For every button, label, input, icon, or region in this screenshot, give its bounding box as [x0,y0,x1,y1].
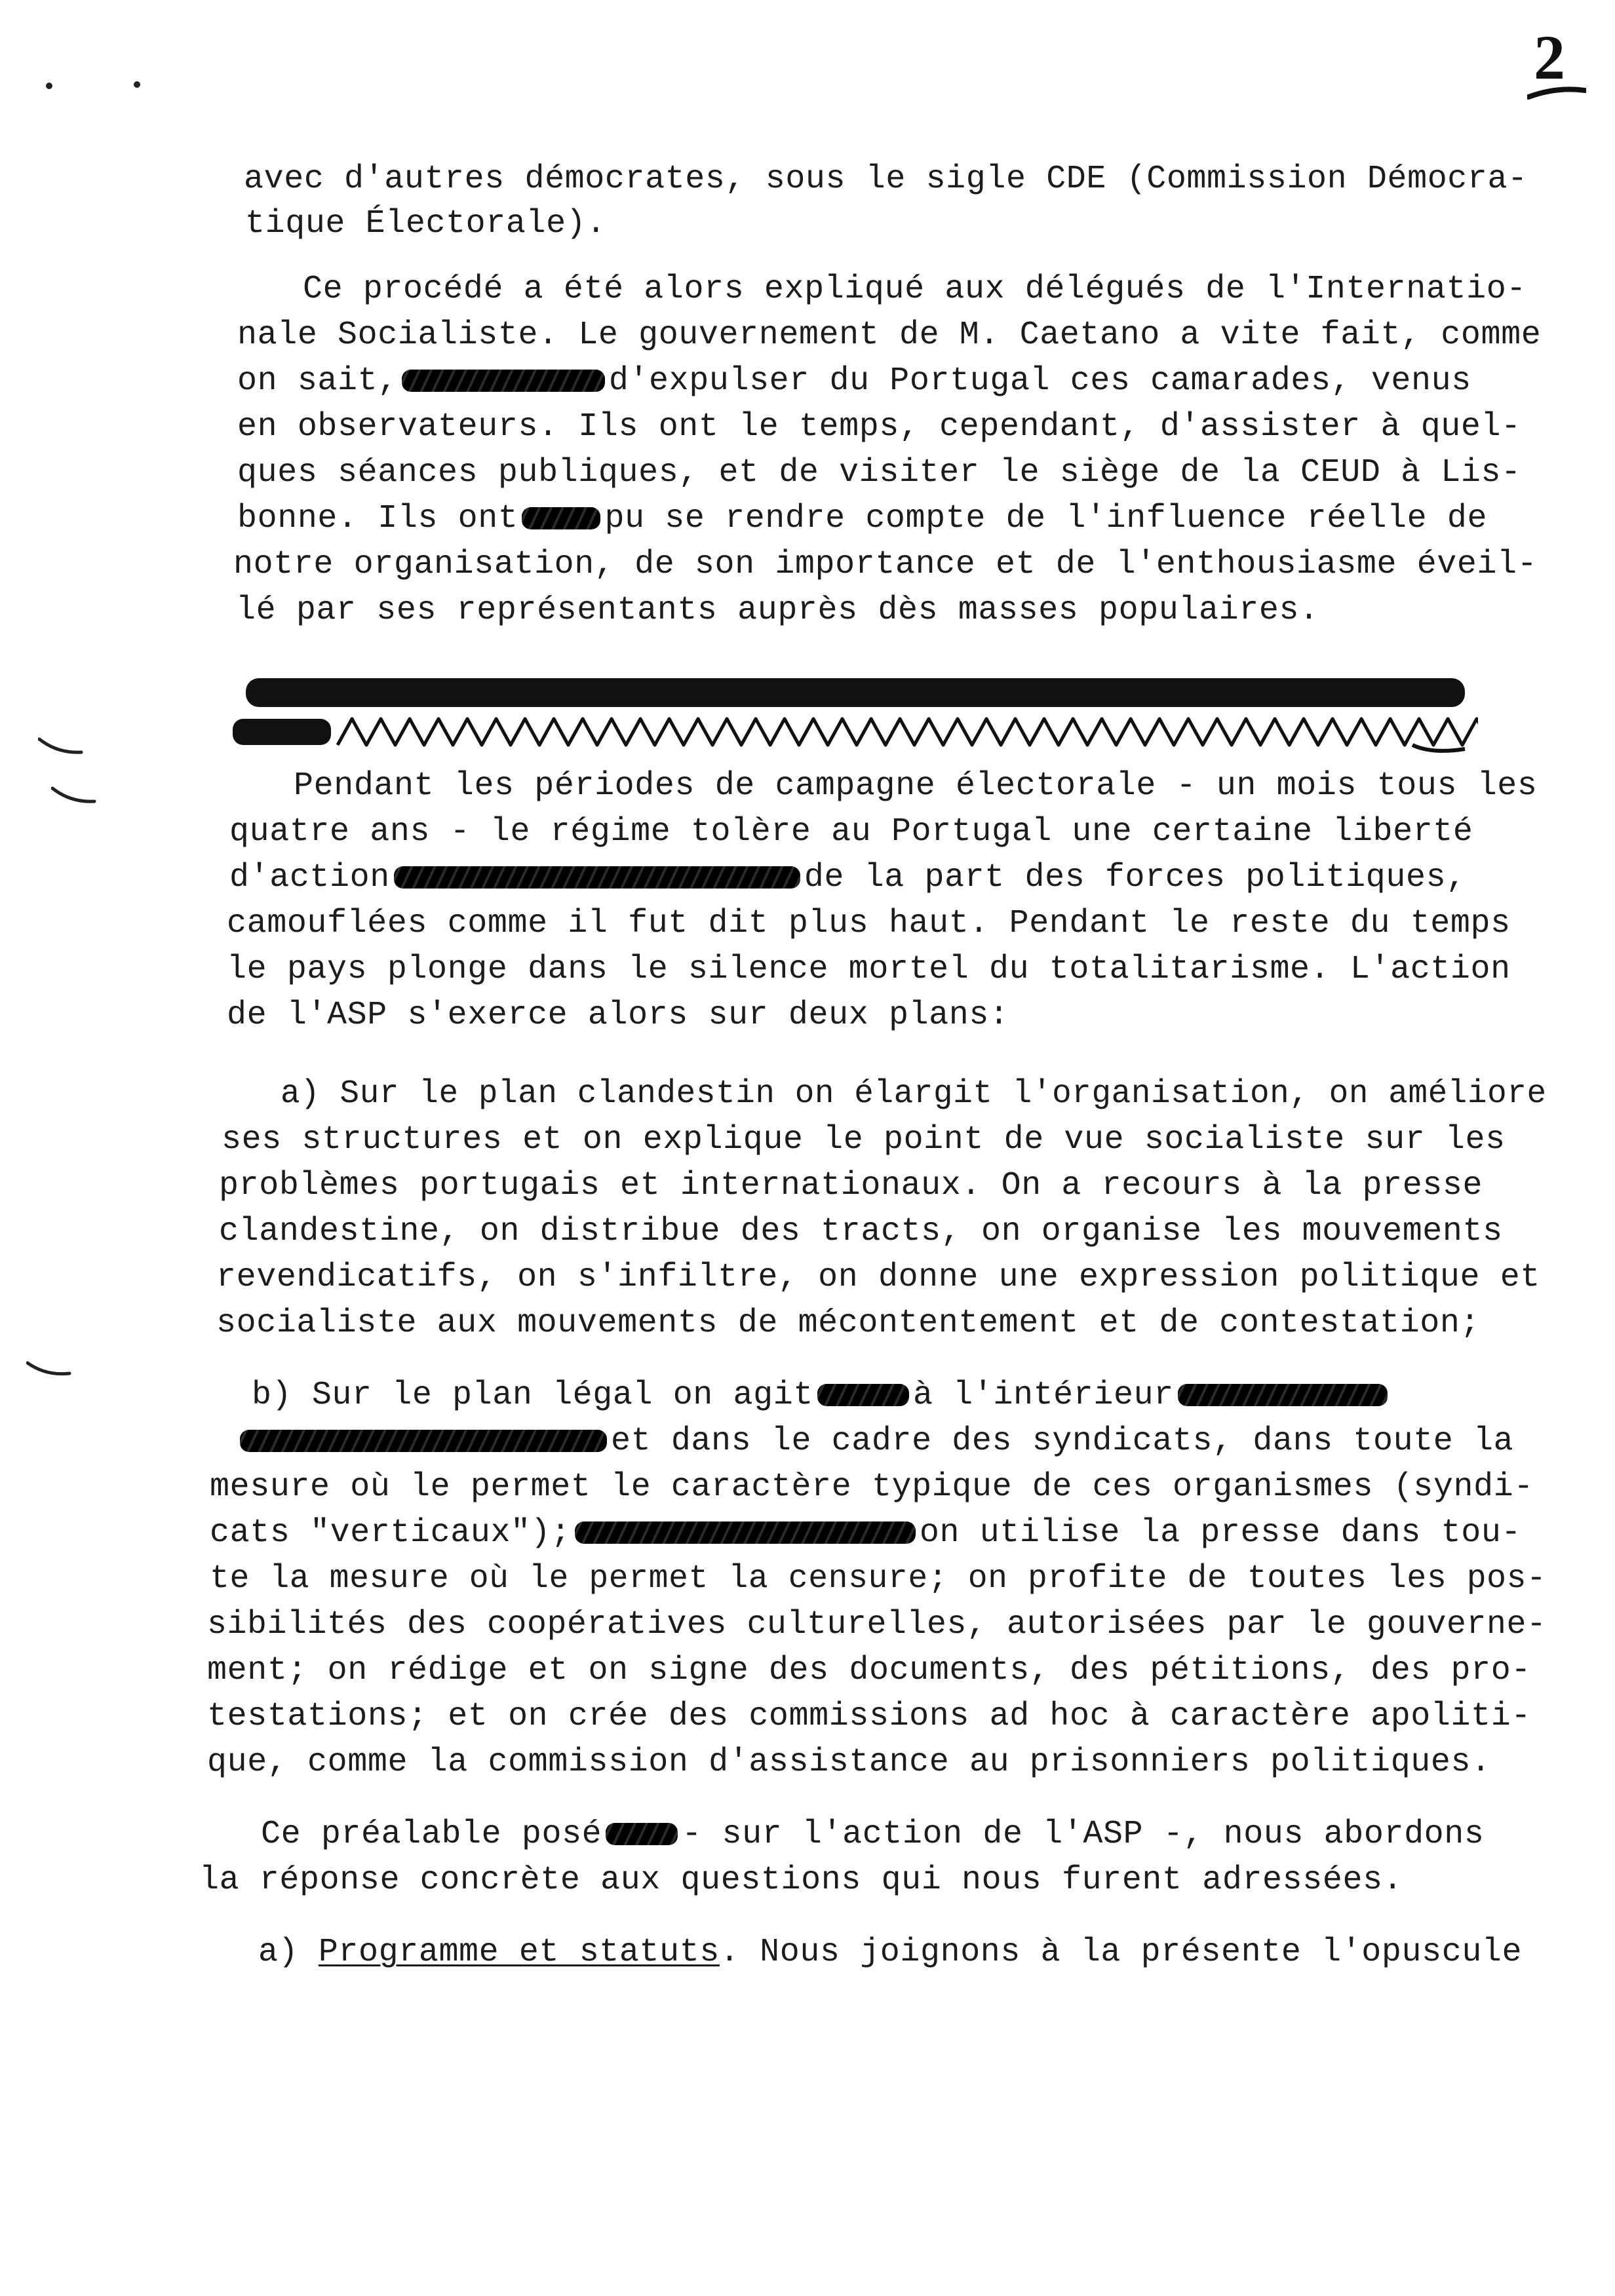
text-fragment: on utilise la presse dans tou- [919,1514,1522,1552]
redaction-mark [817,1384,909,1406]
text-line [237,362,1471,401]
margin-mark [38,734,84,760]
text-line: ses structures et on explique le point de vue socialiste sur les [222,1121,1506,1158]
text-line: tique Électorale). [245,205,606,242]
text-line [252,1376,1391,1415]
text-fragment: pu se rendre compte de l'influence réelle de [604,500,1488,537]
text-line [229,858,1466,898]
text-fragment: d'expulser du Portugal ces camarades, venus [608,362,1471,400]
text-line: le pays plonge dans le silence mortel du totalitarisme. L'action [227,951,1511,988]
text-line: camouflées comme il fut dit plus haut. Pendant le reste du temps [227,905,1511,942]
text-line: a) Sur le plan clandestin on élargit l'organisation, on améliore [281,1075,1547,1113]
text-line [237,499,1487,539]
text-line [210,1514,1521,1553]
text-fragment: Ce préalable posé [261,1816,602,1853]
punch-dot [46,83,52,89]
text-line: que, comme la commission d'assistance au prisonniers politiques. [207,1744,1491,1781]
redaction-mark [402,370,605,392]
text-line: problèmes portugais et internationaux. On a recours à la presse [219,1167,1483,1204]
text-line: Ce procédé a été alors expliqué aux délégués de l'Internatio- [303,271,1527,308]
text-line: de l'ASP s'exerce alors sur deux plans: [227,997,1009,1034]
text-line: la réponse concrète aux questions qui nous furent adressées. [199,1862,1403,1899]
section-heading-programme: Programme et statuts [318,1934,720,1971]
text-line: ques séances publiques, et de visiter le siège de la CEUD à Lis- [237,454,1521,491]
text-fragment: on sait, [237,362,398,400]
text-fragment: d'action [229,859,390,896]
text-line: te la mesure où le permet la censure; on profite de toutes les pos- [210,1560,1547,1598]
text-line: Pendant les périodes de campagne électorale - un mois tous les [294,767,1538,805]
text-fragment: a) [258,1934,299,1971]
redaction-mark [606,1823,678,1845]
text-fragment: et dans le cadre des syndicats, dans toute la [611,1423,1514,1460]
margin-mark [26,1356,72,1383]
text-fragment: b) Sur le plan légal on agit [252,1377,813,1414]
margin-mark [51,783,97,809]
scribbled-out-passage [233,672,1478,767]
text-line: sibilités des coopératives culturelles, autorisées par le gouverne- [207,1606,1547,1643]
text-line: lé par ses représentants auprès dès masses populaires. [236,592,1319,629]
redaction-mark [522,507,600,529]
text-fragment: - sur l'action de l'ASP -, nous abordons [682,1816,1485,1853]
text-line: ment; on rédige et on signe des documents, des pétitions, des pro- [207,1652,1531,1689]
text-line: notre organisation, de son importance et de l'enthousiasme éveil- [233,546,1538,583]
redaction-mark [394,866,800,889]
redaction-mark [1178,1384,1388,1406]
text-fragment: à l'intérieur [912,1377,1174,1414]
text-line: mesure où le permet le caractère typique de ces organismes (syndi- [210,1468,1534,1506]
text-fragment: bonne. Ils ont [237,500,518,537]
text-line [261,1815,1485,1854]
text-fragment: de la part des forces politiques, [804,859,1466,896]
text-line [236,1422,1513,1461]
redaction-mark [575,1521,916,1544]
text-line [258,1933,1522,1972]
text-line: testations; et on crée des commissions ad hoc à caractère apoliti- [207,1698,1531,1735]
text-fragment: cats "verticaux"); [210,1514,571,1552]
text-line: avec d'autres démocrates, sous le sigle CDE (Commission Démocra- [244,161,1528,198]
punch-dot [134,81,140,88]
redaction-mark [240,1430,607,1452]
page-number-underline [1527,84,1586,100]
text-line: socialiste aux mouvements de mécontentement et de contestation; [216,1305,1481,1342]
text-line: en observateurs. Ils ont le temps, cependant, d'assister à quel- [237,408,1521,446]
text-line: nale Socialiste. Le gouvernement de M. Caetano a vite fait, comme [237,316,1542,354]
text-line: clandestine, on distribue des tracts, on organise les mouvements [219,1213,1503,1250]
page-number: 2 [1534,22,1565,92]
text-fragment: . Nous joignons à la présente l'opuscule [719,1934,1523,1971]
text-line: quatre ans - le régime tolère au Portugal une certaine liberté [229,813,1473,851]
text-line: revendicatifs, on s'infiltre, on donne une expression politique et [216,1259,1540,1296]
